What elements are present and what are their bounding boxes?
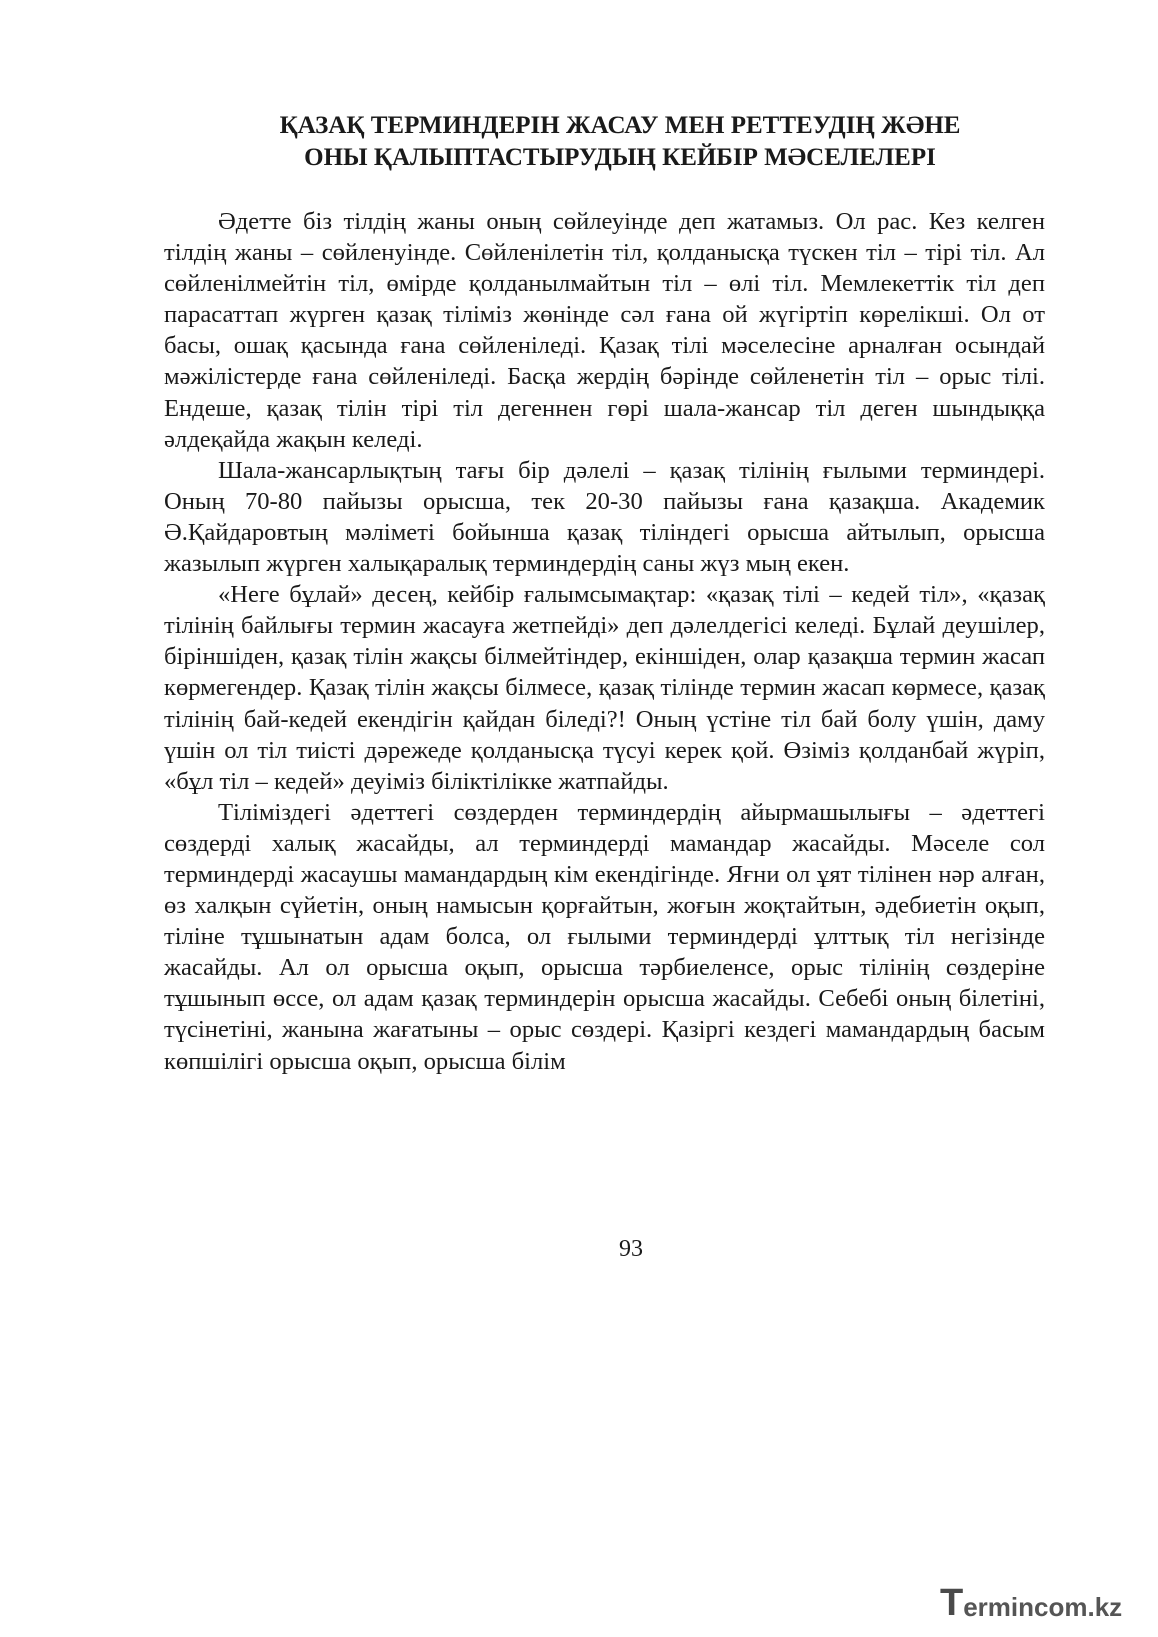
document-title: [200, 110, 1040, 174]
body-text: [164, 206, 1045, 1077]
watermark-logo: [940, 1582, 1122, 1622]
paragraph-1: Әдетте біз тілдің жаны оның сөйлеуінде деп жатамыз. Ол рас. Кез келген тілдің жаны – сөйленуінде. Сөйленілетін тіл, қолданысқа түскен тіл – тірі тіл. Ал сөйленілмейтін тіл, өмірде қолданылмайтын тіл – өлі тіл. Мемлекеттік тіл деп парасаттап жүрген қазақ тіліміз жөнінде сәл ғана ой жүгіртіп көрелікші. Ол от басы, ошақ қасында ғана сөйленіледі. Қазақ тілі мәселесіне арналған осындай мәжілістерде ғана сөйленіледі. Басқа жердің бәрінде сөйленетін тіл – орыс тілі. Ендеше, қазақ тілін тірі тіл дегеннен гөрі шала-жансар тіл деген шындыққа әлдеқайда жақын келеді.: [164, 208, 1045, 453]
paragraph-2: Шала-жансарлықтың тағы бір дәлелі – қазақ тілінің ғылыми терминдері. Оның 70-80 пайызы орысша, тек 20-30 пайызы ғана қазақша. Академик Ә.Қайдаровтың мәліметі бойынша қазақ тіліндегі орысша айтылып, орысша жазылып жүрген халықаралық терминдердің саны жүз мың екен.: [164, 456, 1045, 578]
paragraph-3: «Неге бұлай» десең, кейбір ғалымсымақтар: «қазақ тілі – кедей тіл», «қазақ тілінің байлығы термин жасауға жетпейді» деп дәлелдегісі келеді. Бұлай деушілер, біріншіден, қазақ тілін жақсы білмейтіндер, екіншіден, олар қазақша термин жасап көрмегендер. Қазақ тілін жақсы білмесе, қазақ тілінде термин жасап көрмесе, қазақ тілінің бай-кедей екендігін қайдан біледі?! Оның үстіне тіл бай болу үшін, даму үшін ол тіл тиісті дәрежеде қолданысқа түсуі керек қой. Өзіміз қолданбай жүріп, «бұл тіл – кедей» деуіміз біліктілікке жатпайды.: [164, 581, 1045, 795]
paragraph-4: Тіліміздегі әдеттегі сөздерден терминдердің айырмашылығы – әдеттегі сөздерді халық жасайды, ал терминдерді мамандар жасайды. Мәселе сол терминдерді жасаушы мамандардың кім екендігінде. Яғни ол ұят тілінен нәр алған, өз халқын сүйетін, оның намысын қорғайтын, жоғын жоқтайтын, әдебиетін оқып, тіліне тұшынатын адам болса, ол ғылыми терминдерді ұлттық тіл негізінде жасайды. Ал ол орысша оқып, орысша тәрбиеленсе, орыс тілінің сөздеріне тұшынып өссе, ол адам қазақ терминдерін орысша жасайды. Себебі оның білетіні, түсінетіні, жанына жағатыны – орыс сөздері. Қазіргі кездегі мамандардың басым көпшілігі орысша оқып, орысша білім: [164, 798, 1045, 1075]
page-number: 93: [619, 1236, 643, 1262]
watermark-first-letter: T: [940, 1582, 964, 1624]
watermark-text: ermincom.kz: [963, 1592, 1123, 1622]
title-line-1: ҚАЗАҚ ТЕРМИНДЕРІН ЖАСАУ МЕН РЕТТЕУДІҢ ЖӘНЕ: [279, 112, 961, 139]
title-line-2: ОНЫ ҚАЛЫПТАСТЫРУДЫҢ КЕЙБІР МӘСЕЛЕЛЕРІ: [304, 144, 936, 171]
